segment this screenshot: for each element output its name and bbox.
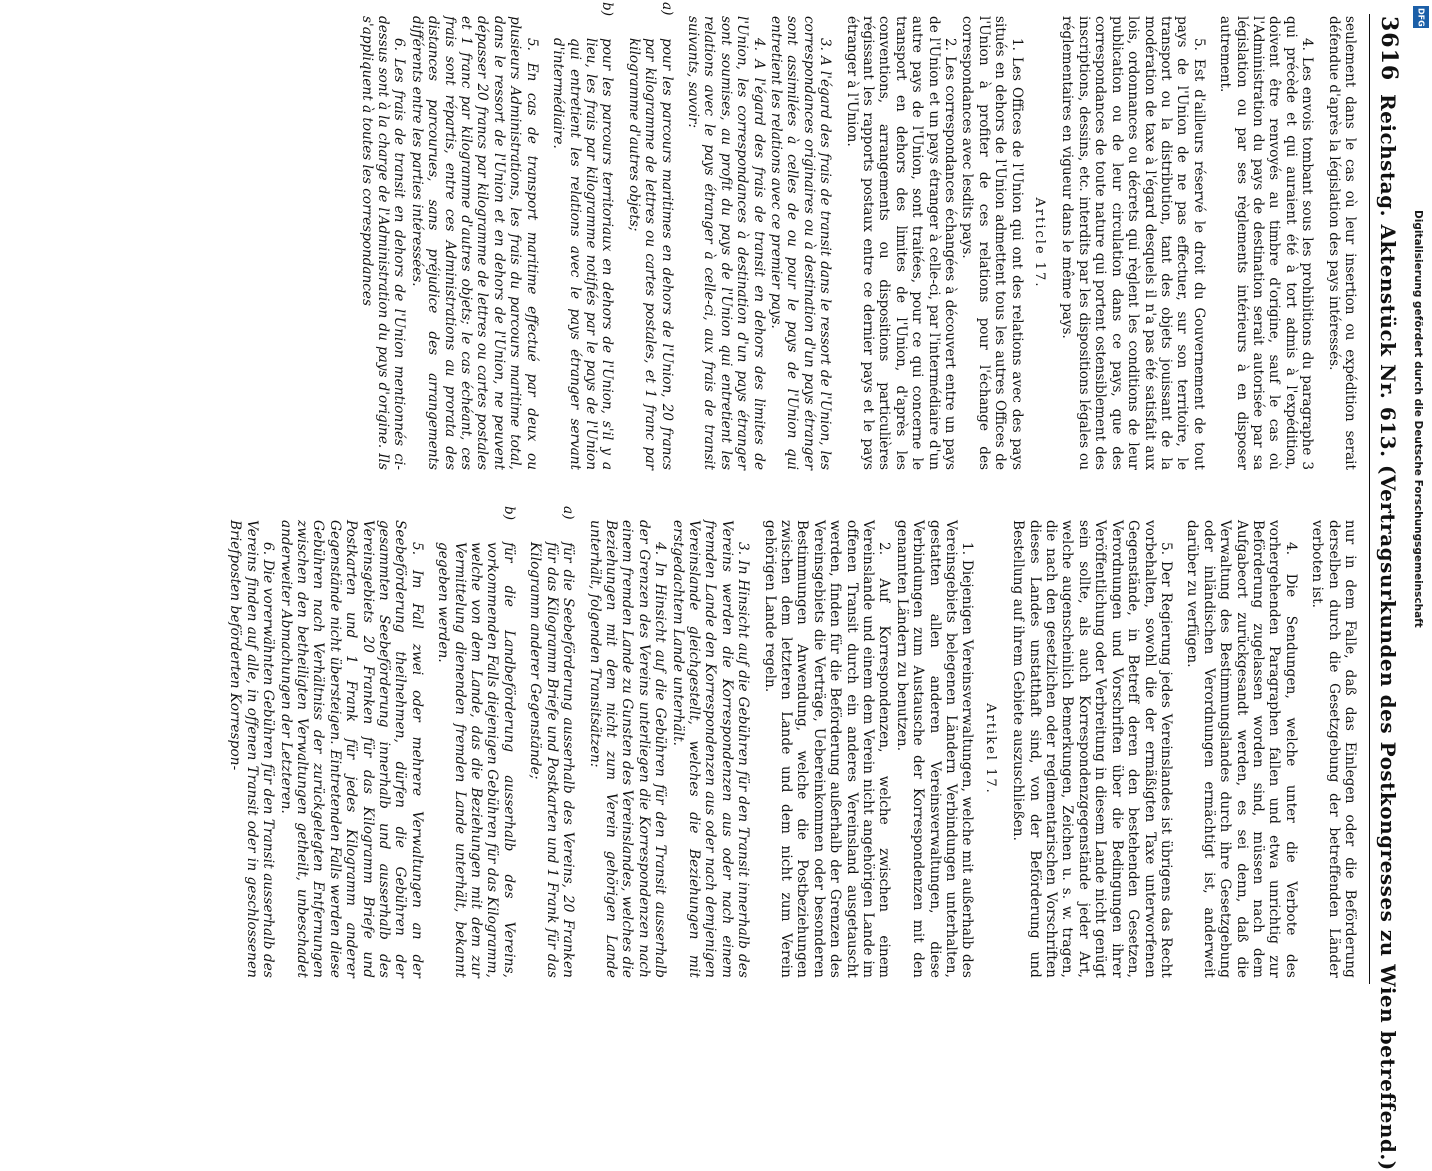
paragraph: 4. In Hinsicht auf die Gebühren für den Transit ausserhalb der Grenzen des Vereins unterliegen die Korrespondenzen nach einem fremden Lande zu Gunsten des Vereinslandes, welches die Beziehungen mit dem nicht zum Verein gehörigen Lande unterhält, folgenden Transitsätzen: <box>586 520 669 978</box>
paragraph: 1. Les Offices de l'Union qui ont des relations avec des pays situés en dehors de l'Union admettent tous les autres Offices de l'Union à profiter de ces relations pour l'échange des correspondances avec lesdits pays. <box>959 16 1025 470</box>
running-title: Reichstag. Aktenstück Nr. 613. (Vertragsurkunden des Postkongresses zu Wien betreffend.) <box>1376 94 1400 1171</box>
french-column <box>98 2 1358 470</box>
digitization-footer <box>1410 210 1430 990</box>
article-heading: Article 17. <box>1032 197 1048 289</box>
paragraph: 4. Die Sendungen, welche unter die Verbote des vorhergehenden Paragraphen fallen und etwa unrichtig zur Beförderung zugelassen worden sind, müssen nach dem Aufgabeort zurückgesandt werden, es sei denn, daß die Verwaltung des Bestimmungslandes durch ihre Gesetzgebung oder inländischen Verordnungen ermächtigt ist, anderweit darüber zu verfügen. <box>1184 520 1299 978</box>
digitization-note: Digitalisierung gefördert durch die Deutsche Forschungsgemeinschaft <box>1412 210 1424 628</box>
paragraph: 2. Les correspondances échangées à découvert entre un pays de l'Union et un pays étranger à celle-ci, par l'intermédiaire d'un autre pays de l'Union, sont traitées, pour ce qui concerne le transport en dehors des limites de l'Union, d'après les conventions, arrangements ou dispositions particulières régissant les rapports postaux entre ce dernier pays et le pays étranger à l'Union. <box>843 16 959 470</box>
paragraph: 3. A l'égard des frais de transit dans le ressort de l'Union, les correspondances originaires ou à destination d'un pays étranger sont assimilées à celles de ou pour le pays de l'Union qui entretient les relations avec ce premier pays. <box>768 16 834 470</box>
dfg-logo-badge: DFG <box>1413 6 1429 28</box>
list-text: pour les parcours maritimes en dehors de l'Union, 20 francs par kilogramme de lettres ou cartes postales, et 1 franc par kilogramme d'autres objets; <box>625 38 675 470</box>
list-label: b) <box>599 2 616 17</box>
paragraph: 5. En cas de transport maritime effectué par deux ou plusieurs Administrations, les frais du parcours maritime total, dans le ressort de l'Union et en dehors de l'Union, ne peuvent dépasser 20 francs par kilogramme de lettres ou cartes postales et 1 franc par kilogramme d'autres objets; le cas échéant, ces frais sont répartis, entre ces Administrations au prorata des distances parcourues, sans préjudice des arrangements différents entre les parties intéressées. <box>408 16 540 470</box>
list-text: für die Seebeförderung ausserhalb des Vereins, 20 Franken für das Kilogramm Briefe und Postkarten und 1 Frank für das Kilogramm anderer Gegenstände; <box>527 542 577 978</box>
page-number: 3616 <box>1376 16 1402 82</box>
article-heading: Artikel 17. <box>982 703 998 795</box>
list-label: a) <box>658 2 675 16</box>
paragraph: 1. Diejenigen Vereinsverwaltungen, welche mit außerhalb des Vereinsgebiets belegenen Ländern Verbindungen unterhalten, gestatten allen anderen Vereinsverwaltungen, diese Verbindungen zum Austausche der Korrespondenzen mit den genannten Ländern zu benutzen. <box>893 520 976 978</box>
paragraph: 6. Die vorerwähnten Gebühren für den Transit ausserhalb des Vereins finden auf alle, in offenen Transit oder in geschlossenen Briefposten beförderten Korrespon- <box>227 520 277 978</box>
list-item <box>527 506 577 978</box>
running-header <box>1369 14 1410 1171</box>
list-label: a) <box>560 506 577 520</box>
list-item <box>550 2 616 470</box>
paragraph: 5. Der Regierung jedes Vereinslandes ist übrigens das Recht vorbehalten, sowohl die der ermäßigten Taxe unterworfenen Gegenstände, in Betreff deren den bestehenden Gesetzen, Verordnungen und Vorschriften über die Bedingungen ihrer Veröffentlichung oder Verbreitung in diesem Lande nicht genügt sein sollte, als auch Korrespondenzgegenstände jeder Art, welche augenscheinlich Bemerkungen, Zeichen u. s. w. tragen, die nach den gesetzlichen oder reglementarischen Vorschriften dieses Landes unstatthaft sind, von der Beförderung und Bestellung auf ihrem Gebiete auszuschließen. <box>1010 520 1174 978</box>
paragraph: 4. Les envois tombant sous les prohibitions du paragraphe 3 qui précède et qui auraient été à tort admis à l'expédition, doivent être renvoyés au timbre d'origine, sauf le cas où l'Administration du pays de destination serait autorisée par sa législation ou par ses règlements intérieurs à en disposer autrement. <box>1217 16 1316 470</box>
paragraph: seulement dans le cas où leur insertion ou expédition serait défendue d'après la législation des pays intéressés. <box>1325 16 1358 470</box>
list-label: b) <box>500 506 517 521</box>
paragraph: nur in dem Falle, daß das Einlegen oder die Beförderung derselben durch die Gesetzgebung der betreffenden Länder verboten ist. <box>1309 520 1358 978</box>
paragraph: 4. A l'égard des frais de transit en dehors des limites de l'Union, les correspondances à destination d'un pays étranger sont soumises, au profit du pays de l'Union qui entretient les relations avec le pays étranger à celle-ci, aux frais de transit suivants, savoir: <box>684 16 767 470</box>
list-text: für die Landbeförderung ausserhalb des Vereins, vorkommenden Falls diejenigen Gebühren für das Kilogramm, welche von dem Lande, das die Beziehungen mit dem zur Vermittelung dienenden fremden Lande unterhält, bekannt gegeben werden. <box>435 542 517 978</box>
list-text: pour les parcours territoriaux en dehors de l'Union, s'il y a lieu, les frais par kilogramme notifiés par le pays de l'Union qui entretient les relations avec le pays étranger servant d'intermédiaire. <box>550 38 616 470</box>
paragraph: 5. Est d'ailleurs réservé le droit du Gouvernement de tout pays de l'Union de ne pas effectuer, sur son territoire, le transport ou la distribution, tant des objets jouissant de la modération de taxe à l'égard desquels il n'a pas été satisfait aux lois, ordonnances ou décrets qui règlent les conditions de leur publication ou de leur circulation dans ce pays, que des correspondances de toute nature qui portent ostensiblement des inscriptions, dessins, etc. interdits par les dispositions légales ou réglementaires en vigueur dans le même pays. <box>1059 16 1207 470</box>
paragraph: 6. Les frais de transit en dehors de l'Union mentionnés ci-dessus sont à la charge de l'Administration du pays d'origine. Ils s'appliquent à toutes les correspondances <box>358 16 408 470</box>
paragraph: 5. Im Fall zwei oder mehrere Verwaltungen an der Seebeförderung theilnehmen, dürfen die Gebühren der gesammten Seebeförderung innerhalb und ausserhalb des Vereinsgebiets 20 Franken für das Kilogramm Briefe und Postkarten und 1 Frank für jedes Kilogramm anderer Gegenstände nicht übersteigen. Eintretenden Falls werden diese Gebühren nach Verhältniss der zurückgelegten Entfernungen zwischen den betheiligten Verwaltungen getheilt, unbeschadet anderweiter Abmachungen der Letzteren. <box>277 520 425 978</box>
paragraph: 3. In Hinsicht auf die Gebühren für den Transit innerhalb des Vereins werden die Korrespondenzen aus oder nach einem fremden Lande den Korrespondenzen aus oder nach demjenigen Vereinslande gleichgestellt, welches die Beziehungen mit erstgedachtem Lande unterhält. <box>669 520 752 978</box>
german-column <box>98 506 1358 978</box>
paragraph: 2. Auf Korrespondenzen, welche zwischen einem Vereinslande und einem dem Verein nicht angehörigen Lande im offenen Transit durch ein anderes Vereinsland ausgetauscht werden, finden für die Beförderung außerhalb der Grenzen des Vereinsgebiets die Verträge, Uebereinkommen oder besonderen Bestimmungen Anwendung, welche die Postbeziehungen zwischen dem letzteren Lande und dem nicht zum Verein gehörigen Lande regeln. <box>761 520 893 978</box>
document-page <box>46 2 1416 1171</box>
list-item <box>435 506 517 978</box>
list-item <box>625 2 675 470</box>
